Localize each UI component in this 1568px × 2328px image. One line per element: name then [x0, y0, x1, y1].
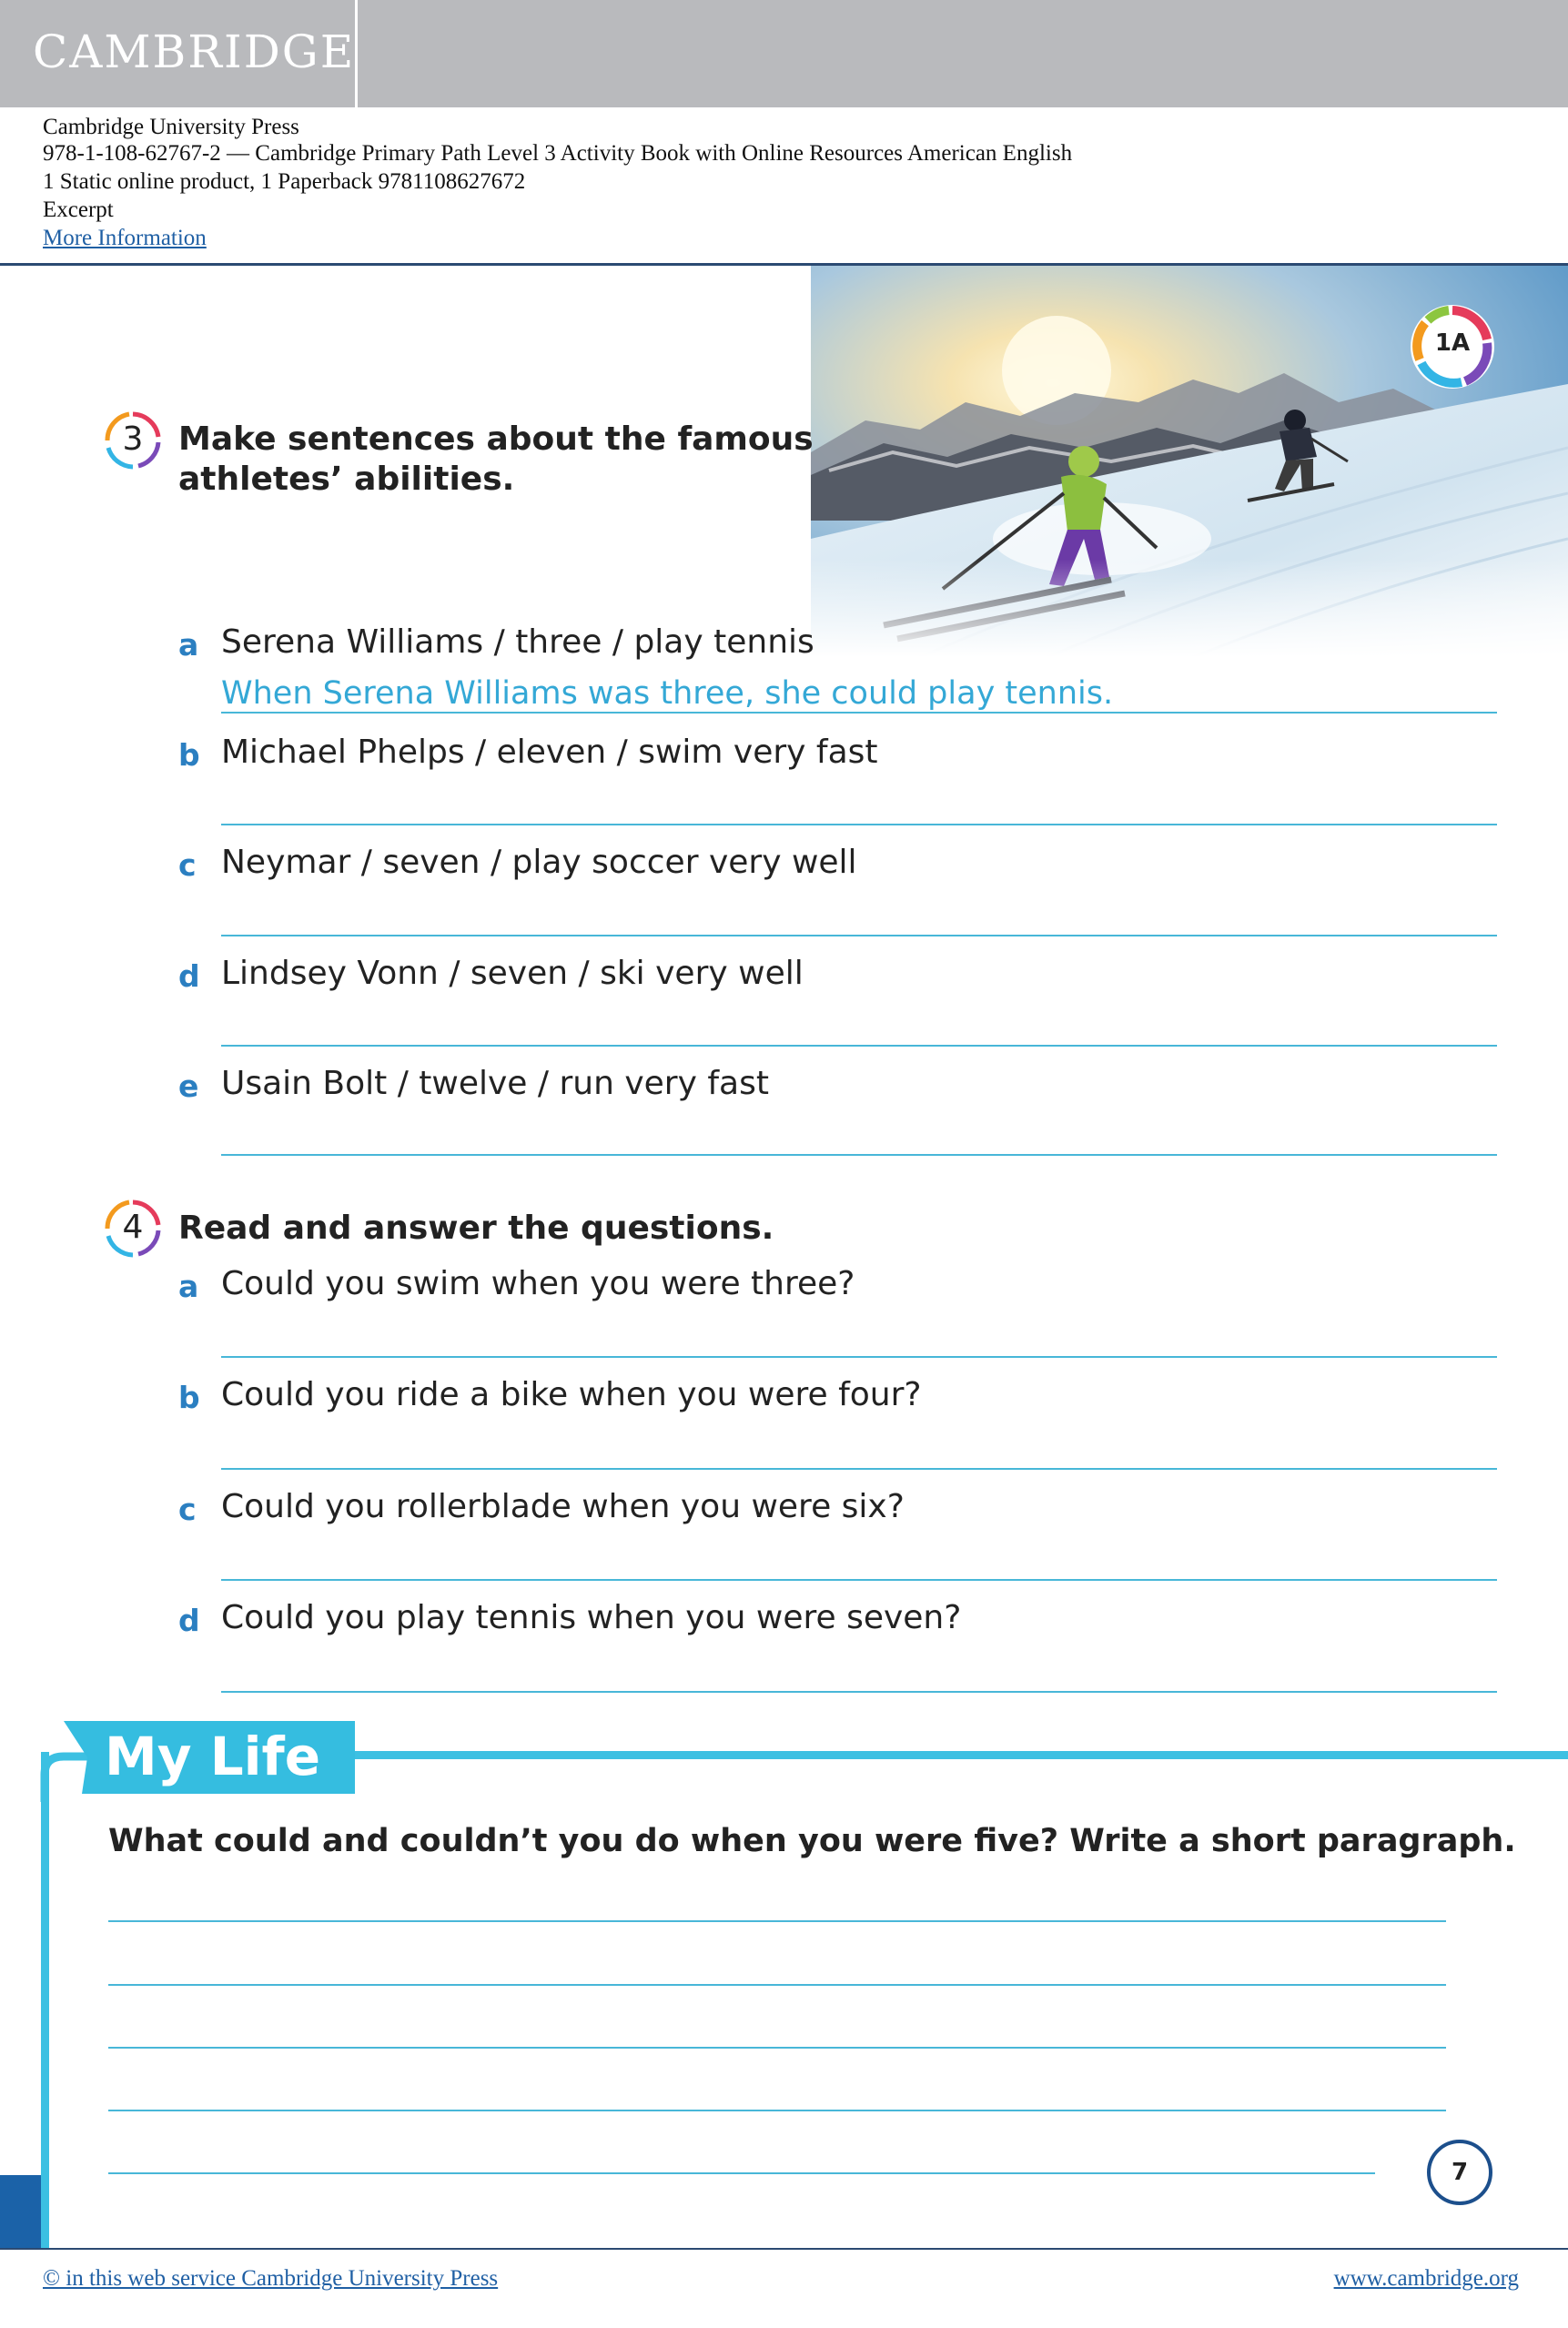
- item-letter: c: [178, 847, 197, 883]
- writing-line[interactable]: [108, 2047, 1446, 2049]
- exercise-4-heading: Read and answer the questions.: [178, 1210, 774, 1247]
- item-letter: d: [178, 1603, 200, 1638]
- book-isbn-title: 978-1-108-62767-2 — Cambridge Primary Path Level 3 Activity Book with Online Resources American English: [43, 141, 1073, 166]
- unit-badge: [1409, 303, 1496, 390]
- exercise-4-number: 4: [122, 1209, 144, 1246]
- answer-line[interactable]: [221, 1691, 1497, 1693]
- excerpt-label: Excerpt: [43, 197, 114, 222]
- my-life-left-border: [41, 1752, 49, 2248]
- my-life-question: What could and couldn’t you do when you were five? Write a short paragraph.: [108, 1823, 1516, 1859]
- exercise-3-badge: [104, 411, 162, 470]
- writing-line[interactable]: [108, 1984, 1446, 1986]
- item-letter: d: [178, 958, 200, 994]
- writing-line[interactable]: [108, 1920, 1446, 1922]
- item-letter: a: [178, 627, 199, 663]
- website-link[interactable]: www.cambridge.org: [1333, 2266, 1519, 2291]
- page-number: 7: [1427, 2140, 1492, 2205]
- item-prompt: Usain Bolt / twelve / run very fast: [221, 1065, 769, 1102]
- cambridge-logo: CAMBRIDGE: [33, 25, 356, 78]
- item-letter: c: [178, 1492, 197, 1527]
- product-info: 1 Static online product, 1 Paperback 9781108627672: [43, 169, 526, 194]
- answer-line[interactable]: [221, 1579, 1497, 1581]
- item-letter: b: [178, 737, 200, 773]
- item-prompt: Could you rollerblade when you were six?: [221, 1488, 905, 1525]
- answer-line[interactable]: [221, 1045, 1497, 1047]
- writing-line[interactable]: [108, 2110, 1446, 2111]
- answer-line[interactable]: [221, 1154, 1497, 1156]
- exercise-4-badge: [104, 1199, 162, 1258]
- copyright-link[interactable]: © in this web service Cambridge University Press: [43, 2266, 499, 2291]
- item-prompt: Michael Phelps / eleven / swim very fast: [221, 734, 878, 771]
- item-prompt: Serena Williams / three / play tennis: [221, 623, 814, 661]
- item-prompt: Could you ride a bike when you were four?: [221, 1376, 922, 1413]
- item-prompt: Neymar / seven / play soccer very well: [221, 844, 857, 881]
- item-prompt: Could you swim when you were three?: [221, 1265, 855, 1302]
- logo-box: [0, 0, 358, 107]
- answer-line[interactable]: [221, 824, 1497, 825]
- item-prompt: Could you play tennis when you were seven?: [221, 1599, 962, 1636]
- exercise-3-number: 3: [122, 420, 144, 458]
- side-tab-block: [0, 2175, 41, 2248]
- answer-line[interactable]: [221, 1356, 1497, 1358]
- footer-divider: [0, 2248, 1568, 2250]
- exercise-3-heading-line1: Make sentences about the famous: [178, 420, 814, 458]
- item-letter: b: [178, 1380, 200, 1415]
- my-life-top-border: [353, 1751, 1568, 1759]
- item-prompt: Lindsey Vonn / seven / ski very well: [221, 955, 804, 992]
- answer-line[interactable]: [221, 1468, 1497, 1470]
- exercise-3-heading-line2: athletes’ abilities.: [178, 461, 515, 498]
- unit-label: 1A: [1434, 329, 1471, 357]
- more-information-link[interactable]: More Information: [43, 226, 207, 250]
- publisher-name: Cambridge University Press: [43, 115, 299, 139]
- item-letter: e: [178, 1068, 199, 1104]
- writing-line[interactable]: [108, 2172, 1375, 2174]
- answer-line: [221, 712, 1497, 714]
- answer-line[interactable]: [221, 935, 1497, 936]
- item-letter: a: [178, 1269, 199, 1304]
- sample-answer: When Serena Williams was three, she could play tennis.: [221, 675, 1114, 712]
- my-life-title: My Life: [105, 1726, 321, 1787]
